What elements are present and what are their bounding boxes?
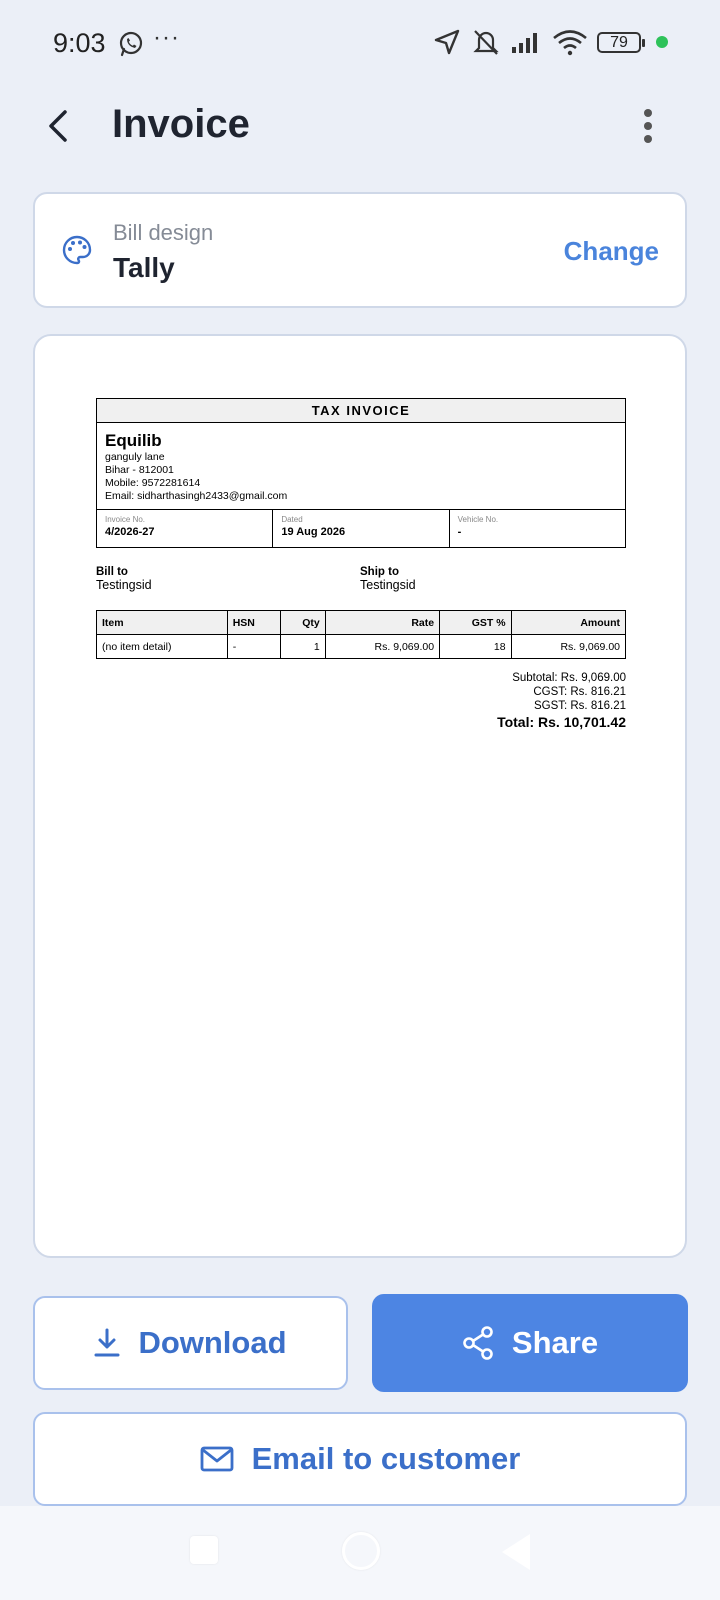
column-header: Qty [280,611,325,635]
column-header: Item [97,611,228,635]
privacy-indicator-dot [656,36,668,48]
table-cell: 1 [280,635,325,659]
column-header: Rate [325,611,439,635]
back-button[interactable] [36,104,80,148]
invoice-document [96,398,626,731]
email-to-customer-button[interactable] [33,1412,687,1506]
signal-icon [511,29,543,55]
download-icon [94,1328,120,1358]
parties-section [96,566,626,592]
share-icon [462,1326,494,1360]
invoice-date-label: Dated [281,515,303,524]
invoice-number-value: 4/2026-27 [105,526,155,538]
vehicle-number-value: - [457,526,462,538]
status-icons [433,28,668,56]
table-cell: Rs. 9,069.00 [325,635,439,659]
battery-indicator: 79 [597,32,641,53]
bill-design-label: Bill design [113,220,214,245]
status-bar [0,0,720,90]
invoice-date-cell [273,510,449,547]
items-table-header [97,611,626,635]
bill-to-block [96,566,360,592]
share-button[interactable] [372,1294,688,1392]
company-mobile: Mobile: 9572281614 [105,477,201,489]
recents-button[interactable] [190,1536,218,1564]
status-time: 9:03 [53,28,106,58]
more-vertical-icon [642,108,654,144]
change-design-button[interactable]: Change [563,236,659,266]
bill-to-label: Bill to [96,566,128,578]
vehicle-number-cell [450,510,625,547]
company-name: Equilib [105,431,162,450]
wifi-icon [552,28,588,56]
table-cell: 18 [440,635,511,659]
column-header: Amount [511,611,625,635]
items-table [96,610,626,659]
totals-block [96,671,626,731]
table-cell: (no item detail) [97,635,228,659]
ship-to-label: Ship to [360,566,399,578]
invoice-number-cell [97,510,273,547]
mute-bell-icon [470,28,502,56]
bill-design-value: Tally [113,252,175,283]
company-email: Email: sidharthasingh2433@gmail.com [105,490,288,502]
page-title: Invoice [112,102,250,146]
ship-to-name: Testingsid [360,578,416,592]
subtotal-line: Subtotal: Rs. 9,069.00 [512,672,626,684]
invoice-header-box [96,398,626,548]
more-options-button[interactable] [626,104,670,148]
ship-to-block [360,566,624,592]
download-label: Download [138,1325,287,1360]
invoice-preview [33,334,687,1258]
column-header: HSN [227,611,280,635]
vehicle-number-label: Vehicle No. [457,515,499,524]
system-back-button[interactable] [502,1534,530,1570]
download-button[interactable] [33,1296,348,1390]
whatsapp-icon [118,31,144,62]
company-address-line2: Bihar - 812001 [105,464,174,476]
company-details [97,423,625,510]
invoice-number-label: Invoice No. [105,515,146,524]
palette-icon [61,234,93,271]
table-cell: Rs. 9,069.00 [511,635,625,659]
home-button[interactable] [342,1532,380,1570]
app-bar [0,90,720,166]
chevron-left-icon [46,109,70,143]
invoice-heading: TAX INVOICE [97,399,625,423]
system-navigation-bar [0,1506,720,1600]
table-row [97,635,626,659]
notification-overflow: ··· [153,24,180,51]
email-label: Email to customer [251,1441,521,1476]
mail-icon [200,1446,234,1472]
share-label: Share [511,1325,599,1360]
column-header: GST % [440,611,511,635]
table-cell: - [227,635,280,659]
total-line: Total: Rs. 10,701.42 [497,714,626,730]
cgst-line: CGST: Rs. 816.21 [533,686,626,698]
bill-design-card [33,192,687,308]
invoice-date-value: 19 Aug 2026 [281,526,346,538]
sgst-line: SGST: Rs. 816.21 [533,700,626,712]
invoice-meta-row [97,510,625,547]
bill-to-name: Testingsid [96,578,152,592]
location-icon [433,28,461,56]
company-address-line1: ganguly lane [105,451,165,463]
